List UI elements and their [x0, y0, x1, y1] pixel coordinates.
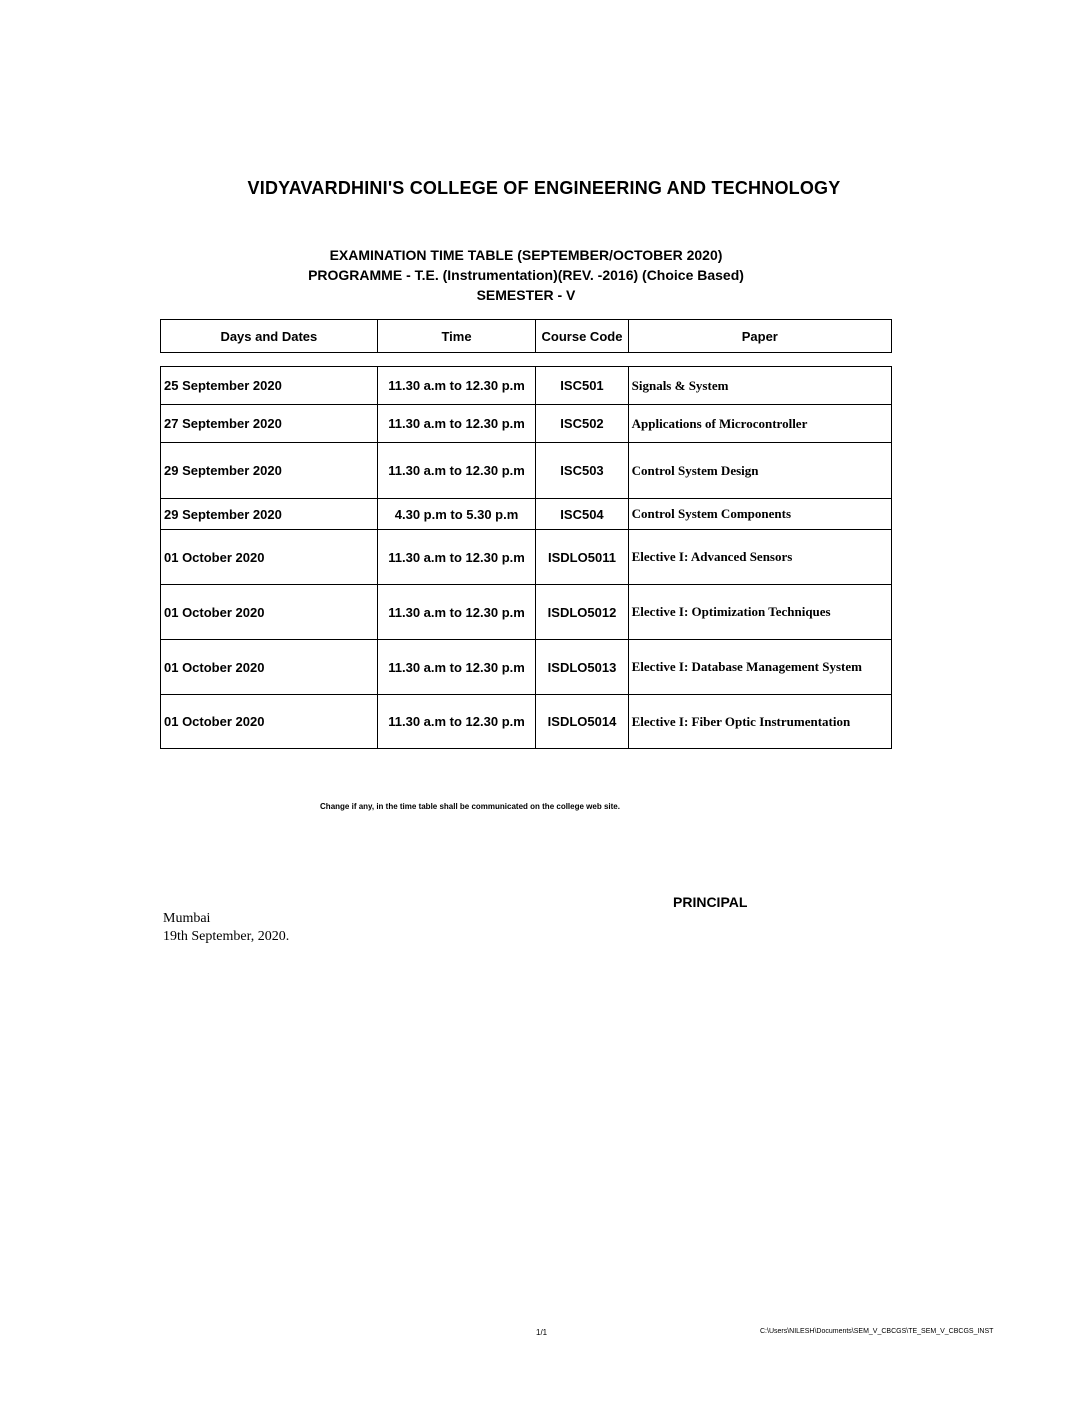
programme-title: PROGRAMME - T.E. (Instrumentation)(REV. -2016) (Choice Based) [308, 267, 744, 283]
table-row [161, 695, 892, 749]
row-paper: Elective I: Optimization Techniques [628, 585, 891, 640]
row-time: 11.30 a.m to 12.30 p.m [377, 367, 536, 405]
row-paper: Control System Design [628, 443, 891, 499]
row-time: 11.30 a.m to 12.30 p.m [377, 585, 536, 640]
row-time: 4.30 p.m to 5.30 p.m [377, 499, 536, 530]
page-number: 1/1 [536, 1328, 548, 1337]
row-paper: Elective I: Database Management System [628, 640, 891, 695]
row-date: 01 October 2020 [161, 695, 378, 749]
college-name: VIDYAVARDHINI'S COLLEGE OF ENGINEERING AND TECHNOLOGY [247, 178, 841, 198]
row-paper: Applications of Microcontroller [628, 405, 891, 443]
row-paper: Elective I: Advanced Sensors [628, 530, 891, 585]
row-date: 01 October 2020 [161, 640, 378, 695]
table-row [161, 640, 892, 695]
table-row [161, 443, 892, 499]
place: Mumbai [163, 911, 211, 926]
row-date: 01 October 2020 [161, 530, 378, 585]
row-paper: Control System Components [628, 499, 891, 530]
row-time: 11.30 a.m to 12.30 p.m [377, 695, 536, 749]
row-time: 11.30 a.m to 12.30 p.m [377, 405, 536, 443]
header-time: Time [377, 320, 536, 353]
row-date: 29 September 2020 [161, 443, 378, 499]
header-row [161, 320, 892, 353]
row-date: 01 October 2020 [161, 585, 378, 640]
table-row [161, 499, 892, 530]
issue-date: 19th September, 2020. [163, 929, 290, 944]
header-paper: Paper [628, 320, 891, 353]
table-row [161, 530, 892, 585]
timetable-header [160, 319, 892, 353]
row-course-code: ISC502 [536, 405, 628, 443]
row-date: 29 September 2020 [161, 499, 378, 530]
exam-title: EXAMINATION TIME TABLE (SEPTEMBER/OCTOBER 2020) [329, 247, 723, 263]
row-course-code: ISC504 [536, 499, 628, 530]
table-row [161, 585, 892, 640]
table-row [161, 367, 892, 405]
row-paper: Signals & System [628, 367, 891, 405]
change-note: Change if any, in the time table shall be communicated on the college web site. [320, 802, 620, 811]
header-course-code: Course Code [536, 320, 628, 353]
table-row [161, 405, 892, 443]
place-date-block [163, 910, 289, 946]
row-time: 11.30 a.m to 12.30 p.m [377, 640, 536, 695]
row-course-code: ISDLO5012 [536, 585, 628, 640]
file-path: C:\Users\NILESH\Documents\SEM_V_CBCGS\TE_SEM_V_CBCGS_INST [760, 1328, 994, 1335]
principal-signature: PRINCIPAL [673, 894, 748, 910]
row-date: 27 September 2020 [161, 405, 378, 443]
row-course-code: ISC503 [536, 443, 628, 499]
row-date: 25 September 2020 [161, 367, 378, 405]
row-time: 11.30 a.m to 12.30 p.m [377, 443, 536, 499]
timetable [160, 366, 892, 749]
row-course-code: ISDLO5013 [536, 640, 628, 695]
row-time: 11.30 a.m to 12.30 p.m [377, 530, 536, 585]
row-course-code: ISDLO5011 [536, 530, 628, 585]
row-course-code: ISDLO5014 [536, 695, 628, 749]
row-course-code: ISC501 [536, 367, 628, 405]
row-paper: Elective I: Fiber Optic Instrumentation [628, 695, 891, 749]
header-days-dates: Days and Dates [161, 320, 378, 353]
semester-title: SEMESTER - V [476, 287, 576, 303]
